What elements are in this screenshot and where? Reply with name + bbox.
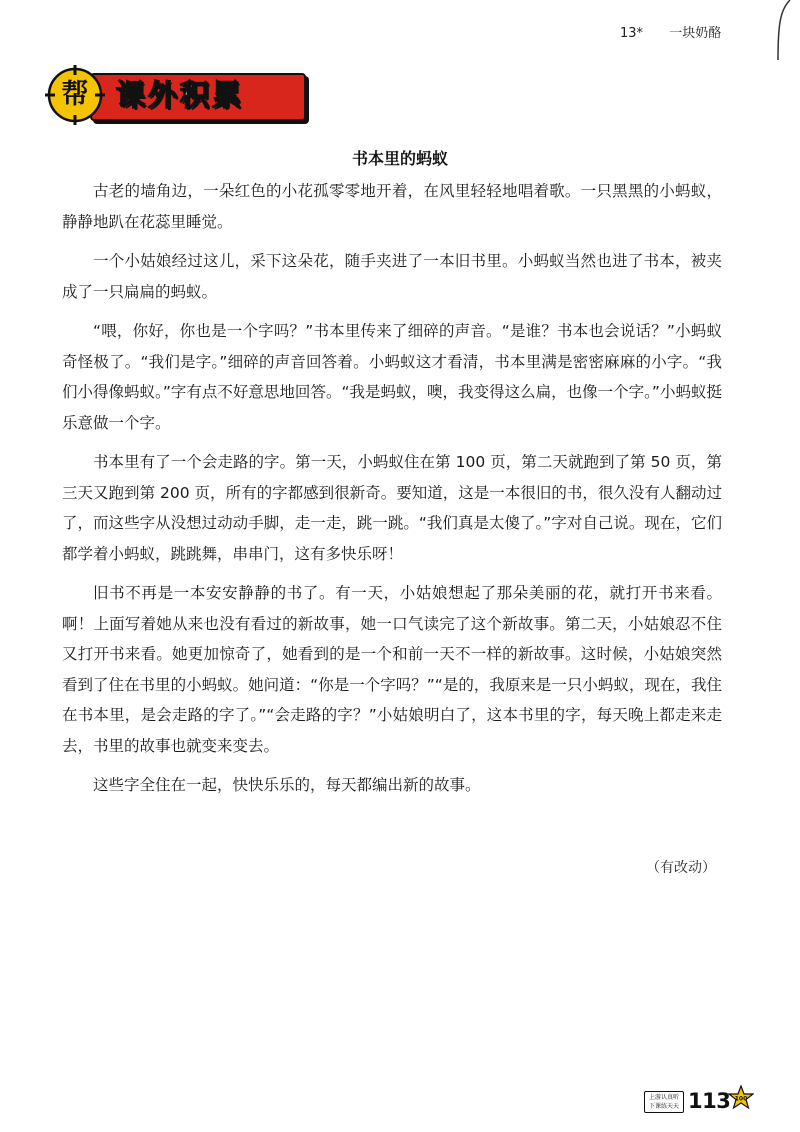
- paragraph: 书本里有了一个会走路的字。第一天，小蚂蚁住在第 100 页，第二天就跑到了第 50 页，第三天又跑到第 200 页，所有的字都感到很新奇。要知道，这是一本很旧的书，很久没有人翻动过了，而这些字从没想过动动手脚，走一走，跳一跳。“我们真是太傻了。”字对自己说。现在，它们都学着小蚂蚁，跳跳舞，串串门，这有多快乐呀！: [62, 453, 722, 563]
- page-corner-curve: [720, 0, 800, 60]
- banner-title: 课外积累: [116, 78, 245, 112]
- lesson-number: 13*: [620, 26, 644, 41]
- paragraph: 这些字全住在一起，快快乐乐的，每天都编出新的故事。: [93, 776, 481, 794]
- source-note: （有改动）: [646, 860, 716, 876]
- paragraph: “喂，你好，你也是一个字吗？”书本里传来了细碎的声音。“是谁？书本也会说话？”小蚂蚁奇怪极了。“我们是字。”细碎的声音回答着。小蚂蚁这才看清，书本里满是密密麻麻的小字。“我们小得像蚂蚁。”字有点不好意思地回答。“我是蚂蚁，噢，我变得这么扁，也像一个字。”小蚂蚁挺乐意做一个字。: [62, 322, 722, 432]
- star-icon: [728, 1085, 754, 1111]
- footer-tag: [644, 1091, 684, 1113]
- page-number: 113: [688, 1089, 731, 1113]
- star-text: 100: [734, 1095, 748, 1103]
- banner-badge-char: 帮: [61, 79, 89, 110]
- article-title: 书本里的蚂蚁: [351, 149, 448, 168]
- footer-tag-line: 上游认真听: [648, 1094, 679, 1101]
- article-body: [62, 176, 722, 810]
- lesson-title: 一块奶酪: [669, 26, 722, 41]
- paragraph: 古老的墙角边，一朵红色的小花孤零零地开着，在风里轻轻地唱着歌。一只黑黑的小蚂蚁，静静地趴在花蕊里睡觉。: [62, 182, 722, 231]
- page-footer: [644, 1085, 754, 1119]
- running-header: [620, 22, 721, 41]
- paragraph: 一个小姑娘经过这儿，采下这朵花，随手夹进了一本旧书里。小蚂蚁当然也进了书本，被夹成了一只扁扁的蚂蚁。: [62, 252, 722, 301]
- footer-tag-line: 下课练天天: [648, 1103, 679, 1110]
- paragraph: 旧书不再是一本安安静静的书了。有一天，小姑娘想起了那朵美丽的花，就打开书来看。啊！上面写着她从来也没有看过的新故事，她一口气读完了这个新故事。第二天，小姑娘忍不住又打开书来看。她更加惊奇了，她看到的是一个和前一天不一样的新故事。这时候，小姑娘突然看到了住在书里的小蚂蚁。她问道：“你是一个字吗？”“是的，我原来是一只小蚂蚁，现在，我住在书本里，是会走路的字了。”“会走路的字？”小姑娘明白了，这本书里的字，每天晚上都走来走去，书里的故事也就变来变去。: [62, 584, 722, 755]
- section-banner: [44, 64, 306, 126]
